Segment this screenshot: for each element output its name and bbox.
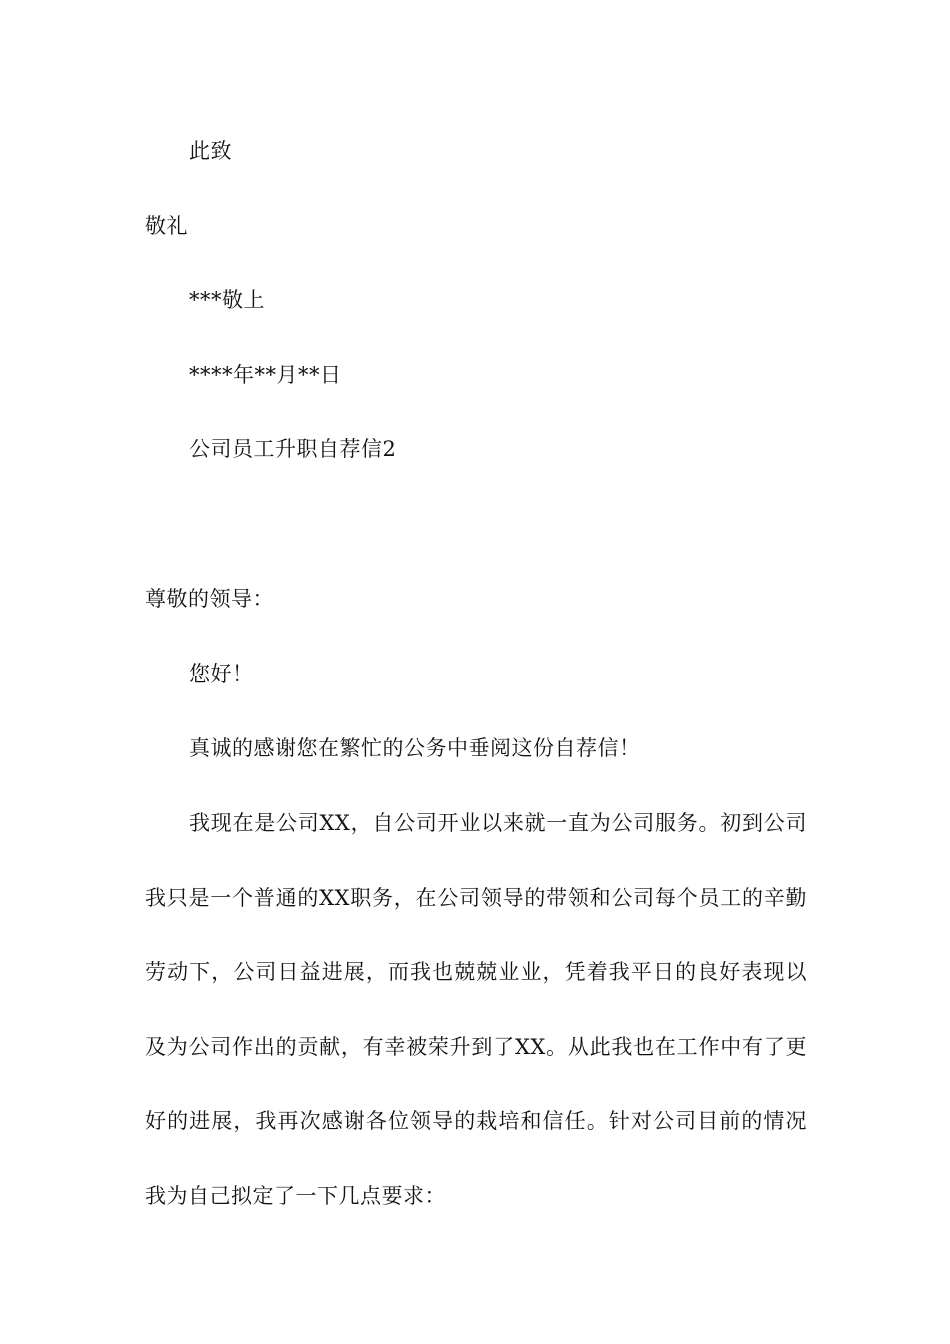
closing-jing-li: 敬礼 — [145, 214, 188, 238]
date-line: ****年**月**日 — [189, 363, 342, 387]
closing-ci-zhi: 此致 — [189, 139, 232, 163]
thanks-line: 真诚的感谢您在繁忙的公务中垂阅这份自荐信！ — [189, 736, 641, 760]
greeting: 您好！ — [189, 662, 254, 686]
letter-title: 公司员工升职自荐信2 — [189, 437, 397, 461]
signature-line: ***敬上 — [189, 288, 265, 312]
salutation: 尊敬的领导： — [145, 587, 274, 611]
body-paragraph: 我现在是公司XX，自公司开业以来就一直为公司服务。初到公司我只是一个普通的XX职务，在公司领导的带领和公司每个员工的辛勤劳动下，公司日益进展，而我也兢兢业业，凭着我平日的良好表现以及为公司作出的贡献，有幸被荣升到了XX。从此我也在工作中有了更好的进展，我再次感谢各位领导的栽培和信任。针对公司目前的情况我为自己拟定了一下几点要求： — [145, 811, 807, 1208]
